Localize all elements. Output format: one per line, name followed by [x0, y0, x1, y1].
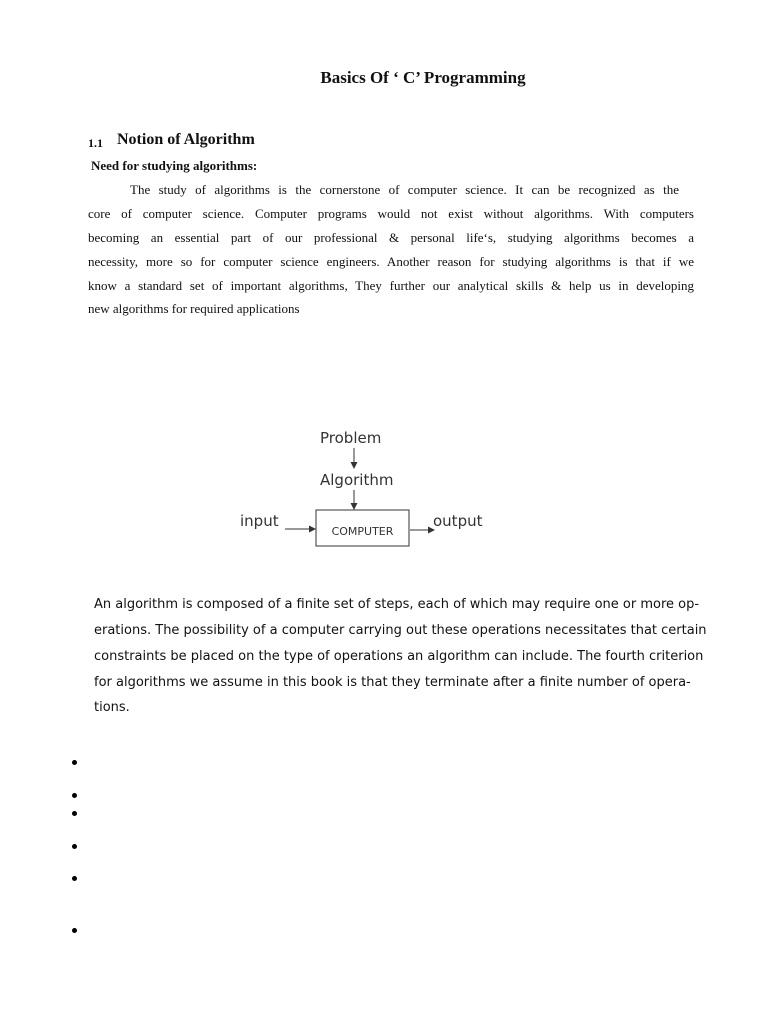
bullet-point: [71, 875, 79, 883]
paragraph-1-line: core of computer science. Computer programs would not exist without algorithms. With computers: [88, 206, 694, 221]
paragraph-2-line: for algorithms we assume in this book is that they terminate after a finite number of opera-: [94, 675, 691, 690]
bullet-point: [71, 810, 79, 818]
algorithm-diagram: [230, 420, 530, 580]
diagram-problem-label: Problem: [320, 429, 382, 447]
subheading: Need for studying algorithms:: [91, 158, 258, 173]
paragraph-2-line: tions.: [94, 700, 130, 715]
paragraph-1-line: necessity, more so for computer science engineers. Another reason for studying algorithms is that if we: [88, 254, 694, 269]
section-number: 1.1: [88, 136, 103, 150]
bullet-point: [71, 843, 79, 851]
diagram-computer-label: COMPUTER: [331, 525, 394, 538]
section-title: Notion of Algorithm: [117, 131, 255, 148]
paragraph-1-line: becoming an essential part of our professional & personal life‘s, studying algorithms becomes a: [88, 230, 694, 245]
diagram-input-label: input: [240, 512, 279, 530]
diagram-algorithm-label: Algorithm: [320, 471, 394, 489]
document-title: Basics Of ‘ C’ Programming: [320, 68, 526, 87]
paragraph-2-line: An algorithm is composed of a finite set of steps, each of which may require one or more op-: [94, 597, 700, 612]
paragraph-2-line: erations. The possibility of a computer carrying out these operations necessitates that certain: [94, 623, 707, 638]
paragraph-1-line: new algorithms for required applications: [88, 301, 300, 316]
paragraph-1-line: The study of algorithms is the cornerstone of computer science. It can be recognized as the: [130, 182, 679, 197]
bullet-point: [71, 759, 79, 767]
diagram-output-label: output: [433, 512, 483, 530]
paragraph-1-line: know a standard set of important algorithms, They further our analytical skills & help us in developing: [88, 278, 694, 293]
bullet-point: [71, 927, 79, 935]
paragraph-2-line: constraints be placed on the type of operations an algorithm can include. The fourth criterion: [94, 649, 704, 664]
bullet-point: [71, 792, 79, 800]
